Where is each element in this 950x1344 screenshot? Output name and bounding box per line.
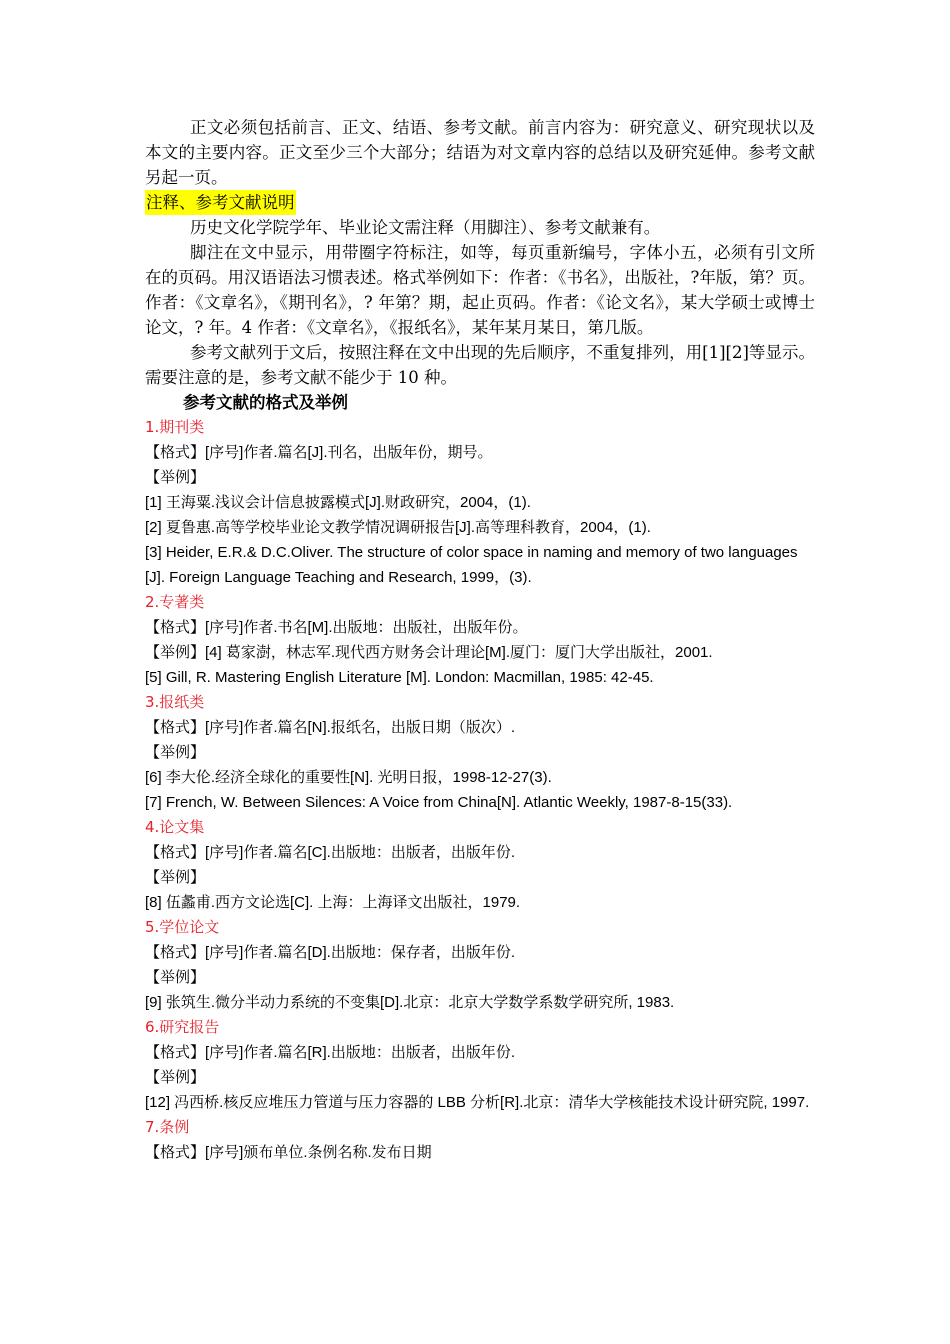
category-title: 2.专著类 — [145, 593, 205, 611]
reference-item: [12] 冯西桥.核反应堆压力管道与压力容器的 LBB 分析[R].北京：清华大学核能技术设计研究院, 1997. — [145, 1094, 810, 1111]
format-line: 【格式】[序号]作者.篇名[D].出版地：保存者，出版年份. — [145, 944, 516, 961]
example-label: 【举例】 — [145, 469, 206, 486]
example-label: 【举例】 — [145, 744, 206, 761]
reference-item: [6] 李大伦.经济全球化的重要性[N]. 光明日报，1998-12-27(3). — [145, 769, 552, 786]
references-title: 参考文献的格式及举例 — [183, 393, 348, 412]
reference-item: [8] 伍蠡甫.西方文论选[C]. 上海：上海译文出版社，1979. — [145, 894, 521, 911]
category-title: 3.报纸类 — [145, 693, 205, 711]
intro-paragraph-2: 历史文化学院学年、毕业论文需注释（用脚注）、参考文献兼有。 — [190, 218, 661, 237]
category-title: 7.条例 — [145, 1118, 190, 1136]
intro-paragraph-1: 正文必须包括前言、正文、结语、参考文献。前言内容为：研究意义、研究现状以及本文的主要内容。正文至少三个大部分；结语为对文章内容的总结以及研究延伸。参考文献另起一页。 — [145, 118, 815, 187]
format-line: 【格式】[序号]作者.篇名[N].报纸名，出版日期（版次）. — [145, 719, 516, 736]
category-title: 4.论文集 — [145, 818, 205, 836]
example-label: 【举例】[4] 葛家澍，林志军.现代西方财务会计理论[M].厦门：厦门大学出版社，2001. — [145, 644, 713, 661]
category-title: 5.学位论文 — [145, 918, 220, 936]
format-line: 【格式】[序号]作者.篇名[R].出版地：出版者，出版年份. — [145, 1044, 516, 1061]
format-line: 【格式】[序号]颁布单位.条例名称.发布日期 — [145, 1144, 432, 1161]
example-label: 【举例】 — [145, 969, 206, 986]
reference-item: [9] 张筑生.微分半动力系统的不变集[D].北京：北京大学数学系数学研究所, 1983. — [145, 994, 675, 1011]
reference-item: [2] 夏鲁惠.高等学校毕业论文教学情况调研报告[J].高等理科教育，2004，(1). — [145, 519, 651, 536]
reference-item: [7] French, W. Between Silences: A Voice from China[N]. Atlantic Weekly, 1987-8-15(33). — [145, 794, 733, 811]
category-title: 6.研究报告 — [145, 1018, 220, 1036]
reference-item: [5] Gill, R. Mastering English Literature [M]. London: Macmillan, 1985: 42-45. — [145, 669, 654, 686]
format-line: 【格式】[序号]作者.篇名[J].刊名，出版年份，期号。 — [145, 444, 493, 461]
reference-item: [1] 王海粟.浅议会计信息披露模式[J].财政研究，2004，(1). — [145, 494, 531, 511]
intro-paragraph-4: 参考文献列于文后，按照注释在文中出现的先后顺序，不重复排列，用[1][2]等显示。需要注意的是，参考文献不能少于 10 种。 — [145, 343, 815, 387]
intro-paragraph-3: 脚注在文中显示，用带圈字符标注，如等，每页重新编号，字体小五，必须有引文所在的页码。用汉语语法习惯表述。格式举例如下：作者：《书名》，出版社，?年版，第？页。作者：《文章名》，《期刊名》，? 年第？期，起止页码。作者：《论文名》，某大学硕士或博士论文，? 年。4 作者：《文章名》，《报纸名》，某年某月某日，第几版。 — [145, 243, 815, 337]
highlighted-heading: 注释、参考文献说明 — [145, 190, 296, 215]
example-label: 【举例】 — [145, 869, 206, 886]
section-heading-row — [145, 190, 815, 215]
format-line: 【格式】[序号]作者.书名[M].出版地：出版社，出版年份。 — [145, 619, 528, 636]
text-column — [145, 115, 815, 1165]
example-label: 【举例】 — [145, 1069, 206, 1086]
reference-item: [3] Heider, E.R.& D.C.Oliver. The structure of color space in naming and memory of two languages [J]. Foreign Language Teaching and Research, 1999，(3). — [145, 544, 798, 586]
category-title: 1.期刊类 — [145, 418, 205, 436]
format-line: 【格式】[序号]作者.篇名[C].出版地：出版者，出版年份. — [145, 844, 516, 861]
